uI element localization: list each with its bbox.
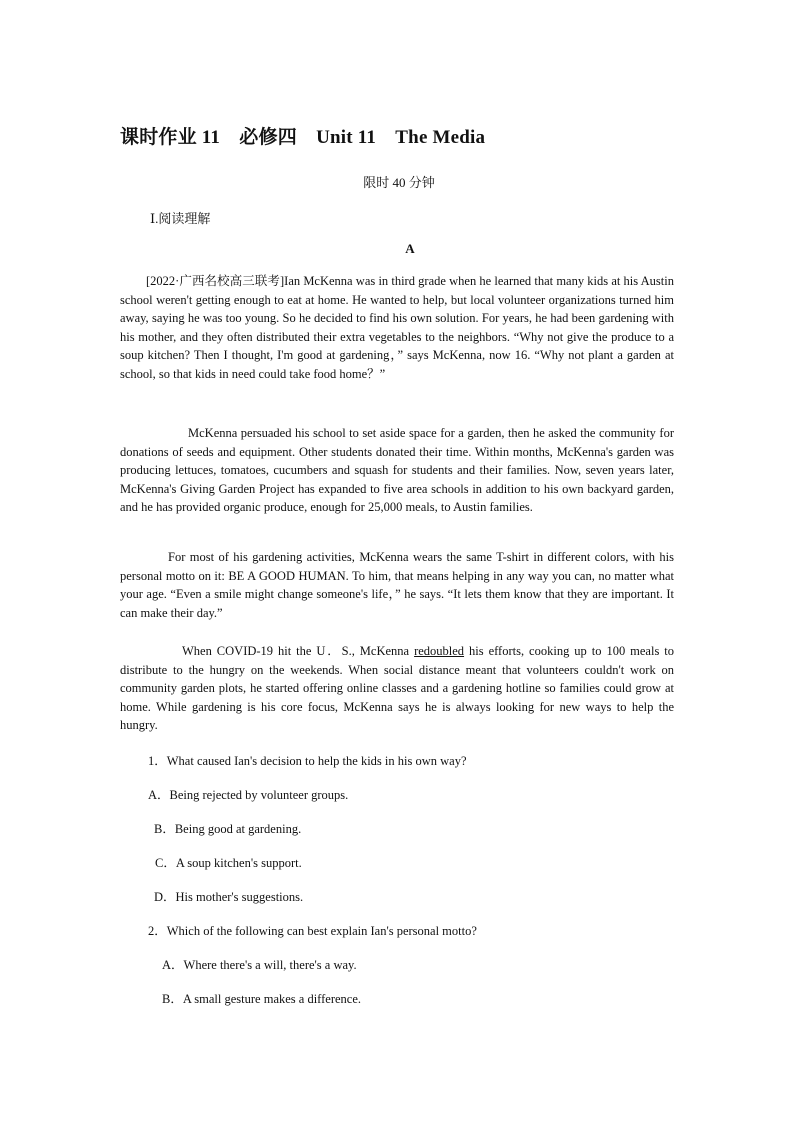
paragraph-4-text-end: his efforts, cooking up to 100 meals to distribute to the hungry on the weekends. When social distance meant that volunteers couldn't work on community garden plots, he started offering online classes and a gardening hotline so families could grow at home. While gardening is his core focus, McKenna says he is always looking for new ways to help the hungry. [120, 644, 675, 733]
question-2-option-a: A．Where there's a will, there's a way. [162, 958, 357, 972]
question-1-option-d: D．His mother's suggestions. [154, 890, 304, 904]
passage-paragraph-3: For most of his gardening activities, McKenna wears the same T-shirt in different colors, with his personal motto on it: BE A GOOD HUMAN. To him, that means helping in any way you can, no matter what your age. “Even a smile might change someone's life，” he says. “It lets them know that they are important. It can make their day.” [120, 550, 674, 620]
paragraph-1-text: Ian McKenna was in third grade when he learned that many kids at his Austin school weren't getting enough to eat at home. He wanted to help, but local volunteer organizations turned him away, saying he was too young. So he decided to find his own solution. For years, he had been gardening with his mother, and they often distributed their extra vegetables to the neighbors. “Why not give the produce to a soup kitchen? Then I thought, I'm good at gardening，” says McKenna, now 16. “Why not plant a garden at school, so that kids in need could take food home？” [120, 274, 674, 381]
question-2-option-b: B．A small gesture makes a difference. [162, 992, 362, 1006]
passage-paragraph-1 [120, 272, 674, 384]
underlined-word: redoubled [414, 644, 465, 658]
question-1-option-b: B．Being good at gardening. [154, 822, 302, 836]
question-1-option-a: A．Being rejected by volunteer groups. [148, 788, 349, 802]
source-citation: [2022·广西名校高三联考] [146, 274, 285, 288]
paragraph-4-text-start: When COVID-19 hit the U．S., McKenna [182, 644, 415, 658]
section-heading: Ⅰ.阅读理解 [150, 211, 211, 226]
passage-paragraph-4 [120, 642, 674, 735]
time-limit: 限时 40 分钟 [363, 175, 435, 190]
question-1-stem: 1．What caused Ian's decision to help the kids in his own way? [148, 754, 467, 768]
question-2-stem: 2．Which of the following can best explain Ian's personal motto? [148, 924, 477, 938]
passage-label: A [405, 241, 415, 256]
question-1-option-c: C．A soup kitchen's support. [155, 856, 302, 870]
page-title: 课时作业 11 必修四 Unit 11 The Media [120, 127, 486, 148]
passage-paragraph-2: McKenna persuaded his school to set aside space for a garden, then he asked the community for donations of seeds and equipment. Other students donated their time. Within months, McKenna's garden was producing lettuces, tomatoes, cucumbers and squash for students and their families. Now, seven years later, McKenna's Giving Garden Project has expanded to five area schools in addition to his own backyard garden, and he has provided organic produce, enough for 25,000 meals, to Austin families. [120, 426, 674, 515]
